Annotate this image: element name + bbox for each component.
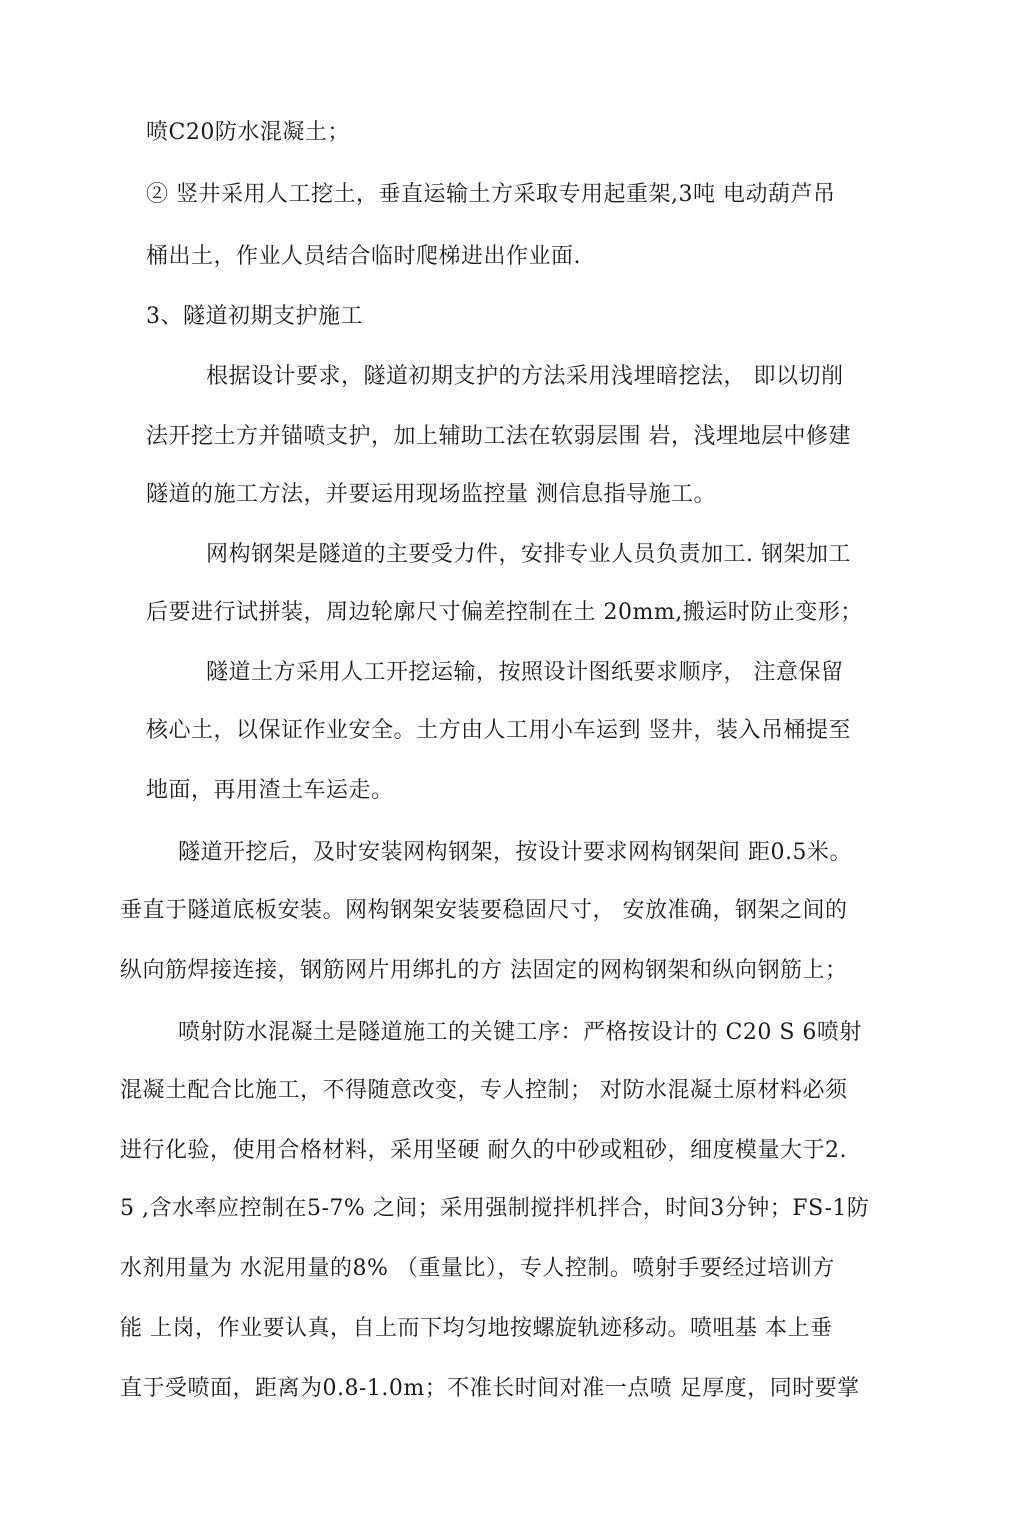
text-line: 地面，再用渣土车运走。	[146, 778, 394, 803]
text-line: 隧道土方采用人工开挖运输，按照设计图纸要求顺序， 注意保留	[206, 660, 844, 685]
text-line: 喷射防水混凝土是隧道施工的关键工序：严格按设计的 C20 S 6喷射	[178, 1020, 862, 1045]
text-line: 隧道开挖后，及时安装网构钢架，按设计要求网构钢架间 距0.5米。	[178, 840, 852, 865]
text-line: 水剂用量为 水泥用量的8% （重量比），专人控制。喷射手要经过培训方	[120, 1256, 835, 1281]
text-line: 5 ,含水率应控制在5-7% 之间；采用强制搅拌机拌合，时间3分钟；FS-1防	[120, 1196, 870, 1221]
text-line: 桶出土，作业人员结合临时爬梯进出作业面.	[146, 244, 581, 269]
text-line: 后要进行试拼装，周边轮廓尺寸偏差控制在土 20mm,搬运时防止变形；	[146, 600, 863, 625]
text-line: 网构钢架是隧道的主要受力件，安排专业人员负责加工. 钢架加工	[206, 542, 851, 567]
section-heading: 3、隧道初期支护施工	[146, 304, 363, 329]
text-line: 纵向筋焊接连接，钢筋网片用绑扎的方 法固定的网构钢架和纵向钢筋上；	[120, 958, 848, 983]
text-line: 直于受喷面，距离为0.8-1.0m；不准长时间对准一点喷 足厚度，同时要掌	[120, 1376, 860, 1401]
text-line: 垂直于隧道底板安装。网构钢架安装要稳固尺寸， 安放准确，钢架之间的	[120, 898, 848, 923]
text-line: 混凝土配合比施工，不得随意改变，专人控制； 对防水混凝土原材料必须	[120, 1078, 848, 1103]
text-line: 根据设计要求，隧道初期支护的方法采用浅埋暗挖法， 即以切削	[206, 364, 844, 389]
text-line: 能 上岗，作业要认真，自上而下均匀地按螺旋轨迹移动。喷咀基 本上垂	[120, 1316, 833, 1341]
text-line: 喷C20防水混凝土；	[146, 120, 350, 145]
text-line: 隧道的施工方法，并要运用现场监控量 测信息指导施工。	[146, 482, 716, 507]
text-line: 核心土，以保证作业安全。土方由人工用小车运到 竖井，装入吊桶提至	[146, 718, 851, 743]
text-line: ② 竖井采用人工挖土，垂直运输土方采取专用起重架,3吨 电动葫芦吊	[146, 182, 836, 207]
text-line: 法开挖土方并锚喷支护，加上辅助工法在软弱层围 岩，浅埋地层中修建	[146, 424, 851, 449]
text-line: 进行化验，使用合格材料，采用坚硬 耐久的中砂或粗砂，细度模量大于2.	[120, 1138, 847, 1163]
